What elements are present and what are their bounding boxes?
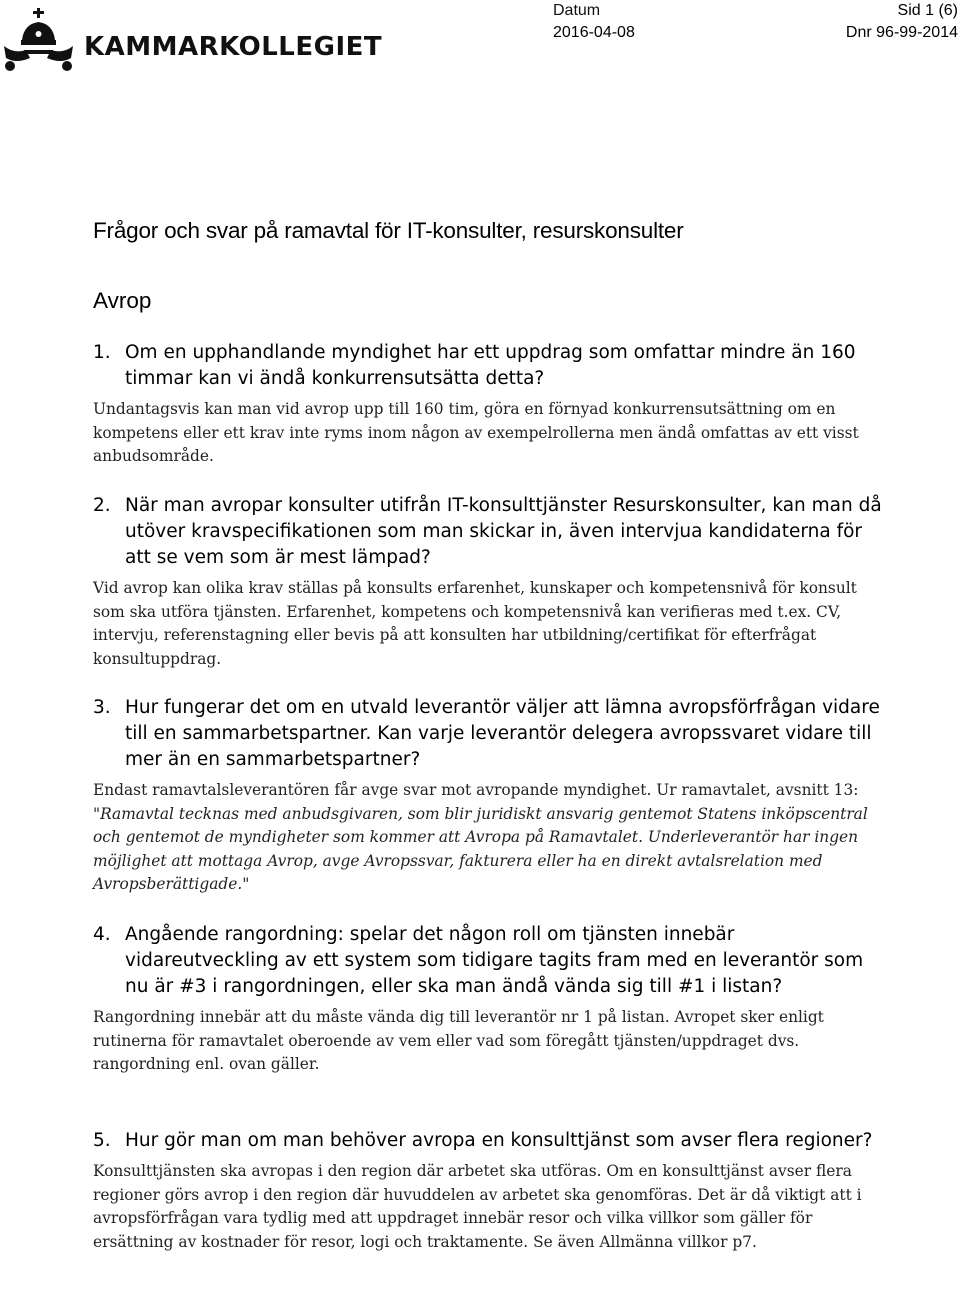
qa-item-4 — [93, 922, 883, 1077]
answer-text: Konsulttjänsten ska avropas i den region där arbetet ska utföras. Om en konsulttjänst avser flera regioner görs avrop i den region där huvuddelen av arbetet ska genomföras. Det är då viktigt att i avropsförfrågan vara tydlig med att uppdraget innebär resor och vilka villkor som gäller för ersättning av kostnader för resor, logi och traktamente. Se även Allmänna villkor p7. — [93, 1162, 862, 1251]
question-number: 2. — [93, 495, 111, 516]
question-number: 4. — [93, 924, 111, 945]
question-number: 5. — [93, 1130, 111, 1151]
answer-text: Vid avrop kan olika krav ställas på konsults erfarenhet, kunskaper och kompetensnivå för konsult som ska utföra tjänsten. Erfarenhet, kompetens och kompetensnivå kan verifieras med t.ex. CV, intervju, referenstagning eller bevis på att konsulten har utbildning/certifikat för efterfrågat konsultuppdrag. — [93, 579, 857, 668]
question-number: 1. — [93, 342, 111, 363]
answer-text: Undantagsvis kan man vid avrop upp till 160 tim, göra en förnyad konkurrensutsättning om en kompetens eller ett krav inte ryms inom någon av exempelrollerna men ändå omfattas av ett visst anbudsområde. — [93, 400, 859, 465]
question-text: När man avropar konsulter utifrån IT-konsulttjänster Resurskonsulter, kan man då utöver kravspecifikationen som man skickar in, även intervjua kandidaterna för att se vem som är mest lämpad? — [125, 495, 882, 568]
question — [93, 340, 883, 392]
question — [93, 493, 883, 571]
kammarkollegiet-logo — [0, 6, 383, 74]
document-reference — [830, 0, 958, 44]
question-text: Hur fungerar det om en utvald leverantör väljer att lämna avropsförfrågan vidare till en sammarbetspartner. Kan varje leverantör delegera avropssvaret vidare till mer än en sammarbetspartner? — [125, 697, 880, 770]
question-text: Hur gör man om man behöver avropa en konsulttjänst som avser flera regioner? — [125, 1130, 873, 1151]
qa-item-5 — [93, 1128, 883, 1254]
answer-text: Rangordning innebär att du måste vända dig till leverantör nr 1 på listan. Avropet sker enligt rutinerna för ramavtalet oberoende av vem eller vad som föregått tjänsten/uppdraget dvs. rangordning enl. ovan gäller. — [93, 1008, 824, 1073]
answer-text: Endast ramavtalsleverantören får avge svar mot avropande myndighet. Ur ramavtalet, avsnitt 13: — [93, 781, 859, 799]
question — [93, 1128, 883, 1154]
question-text: Om en upphandlande myndighet har ett uppdrag som omfattar mindre än 160 timmar kan vi ändå konkurrensutsätta detta? — [125, 342, 856, 389]
question-number: 3. — [93, 697, 111, 718]
question — [93, 922, 883, 1000]
date-value: 2016-04-08 — [553, 24, 635, 41]
logo-wordmark: KAMMARKOLLEGIET — [84, 32, 383, 62]
date-label: Datum — [553, 2, 601, 19]
section-heading: Avrop — [93, 288, 152, 313]
crown-emblem-icon — [0, 6, 80, 74]
page-indicator: Sid 1 (6) — [897, 2, 958, 19]
dnr-number: Dnr 96-99-2014 — [845, 24, 958, 41]
question — [93, 695, 883, 773]
document-date — [553, 0, 635, 44]
question-text: Angående rangordning: spelar det någon roll om tjänsten innebär vidareutveckling av ett system som tidigare tagits fram med en leverantör som nu är #3 i rangordningen, eller ska man ändå vända sig till #1 i listan? — [125, 924, 864, 997]
qa-item-3 — [93, 695, 883, 897]
page-title: Frågor och svar på ramavtal för IT-konsulter, resurskonsulter — [93, 218, 684, 243]
answer — [93, 779, 883, 897]
answer-quote: "Ramavtal tecknas med anbudsgivaren, som blir juridiskt ansvarig gentemot Statens inköpscentral och gentemot de myndigheter som kommer att Avropa på Ramavtalet. Underleverantör har ingen möjlighet att mottaga Avrop, avge Avropssvar, fakturera eller ha en direkt avtalsrelation med Avropsberättigade." — [93, 804, 868, 893]
qa-item-1 — [93, 340, 883, 469]
qa-item-2 — [93, 493, 883, 671]
